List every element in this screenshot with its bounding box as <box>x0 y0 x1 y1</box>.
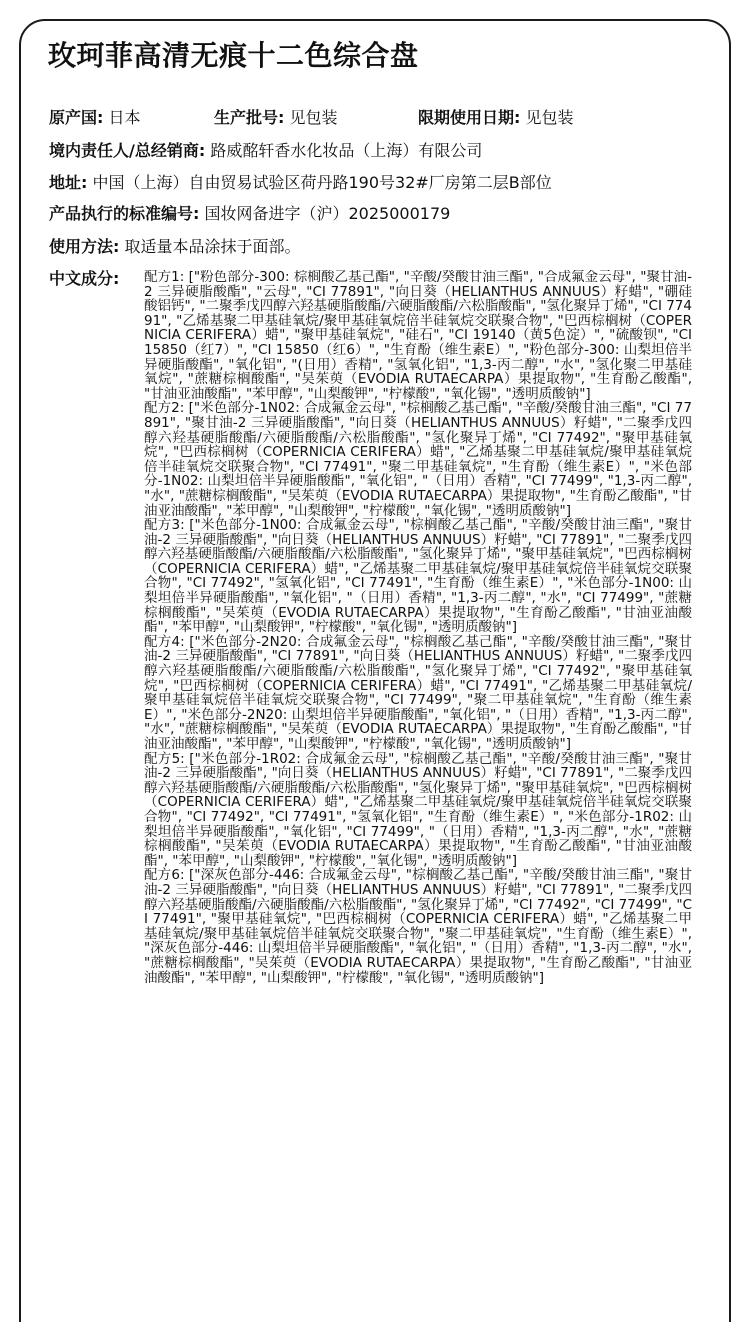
formula-6: 配方6: ["深灰色部分-446: 合成氟金云母", "棕榈酸乙基己酯", "辛酸/癸酸甘油三酯", "聚甘油-2 三异硬脂酸酯", "向日葵（HELIANTHUS ANNUUS）籽蜡", "CI 77891", "二聚季戊四醇六羟基硬脂酸酯/六硬脂酸酯/六松脂酸酯", "氢化聚异丁烯", "CI 77492", "CI 77499", "CI 77491", "聚甲基硅氧烷", "巴西棕榈树（COPERNICIA CERIFERA）蜡", "乙烯基聚二甲基硅氧烷/聚甲基硅氧烷倍半硅氧烷交联聚合物", "聚二甲基硅氧烷", "生育酚（维生素E）", "深灰色部分-446: 山梨坦倍半异硬脂酸酯", "氧化铝", "（日用）香精", "1,3-丙二醇", "水", "蔗糖棕榈酸酯", "吴茱萸（EVODIA RUTAECARPA）果提取物", "生育酚乙酸酯", "甘油亚油酸酯", "苯甲醇", "山梨酸钾", "柠檬酸", "氧化锡", "透明质酸钠"] <box>144 867 692 986</box>
batch-label: 生产批号: <box>214 108 285 127</box>
product-title: 玫珂菲高清无痕十二色综合盘 <box>48 39 419 72</box>
usage-row <box>49 237 301 257</box>
origin-field <box>49 108 141 127</box>
distributor-label: 境内责任人/总经销商: <box>49 141 206 160</box>
address-row <box>49 173 552 193</box>
batch-field <box>214 108 338 128</box>
formula-2: 配方2: ["米色部分-1N02: 合成氟金云母", "棕榈酸乙基己酯", "辛酸/癸酸甘油三酯", "CI 77891", "聚甘油-2 三异硬脂酸酯", "向日葵（HELIANTHUS ANNUUS）籽蜡", "二聚季戊四醇六羟基硬脂酸酯/六硬脂酸酯/六松脂酸酯", "氢化聚异丁烯", "CI 77492", "聚甲基硅氧烷", "巴西棕榈树（COPERNICIA CERIFERA）蜡", "乙烯基聚二甲基硅氧烷/聚甲基硅氧烷倍半硅氧烷交联聚合物", "CI 77491", "聚二甲基硅氧烷", "生育酚（维生素E）", "米色部分-1N02: 山梨坦倍半异硬脂酸酯", "氧化铝", "（日用）香精", "CI 77499", "1,3-丙二醇", "水", "蔗糖棕榈酸酯", "吴茱萸（EVODIA RUTAECARPA）果提取物", "生育酚乙酸酯", "甘油亚油酸酯", "苯甲醇", "山梨酸钾", "柠檬酸", "氧化锡", "透明质酸钠"] <box>144 400 692 519</box>
origin-label: 原产国: <box>49 108 104 127</box>
address-label: 地址: <box>49 173 88 192</box>
formula-4: 配方4: ["米色部分-2N20: 合成氟金云母", "棕榈酸乙基己酯", "辛酸/癸酸甘油三酯", "聚甘油-2 三异硬脂酸酯", "CI 77891", "向日葵（HELIANTHUS ANNUUS）籽蜡", "二聚季戊四醇六羟基硬脂酸酯/六硬脂酸酯/六松脂酸酯", "氢化聚异丁烯", "CI 77492", "聚甲基硅氧烷", "巴西棕榈树（COPERNICIA CERIFERA）蜡", "CI 77491", "乙烯基聚二甲基硅氧烷/聚甲基硅氧烷倍半硅氧烷交联聚合物", "CI 77499", "聚二甲基硅氧烷", "生育酚（维生素E）", "米色部分-2N20: 山梨坦倍半异硬脂酸酯", "氧化铝", "（日用）香精", "1,3-丙二醇", "水", "蔗糖棕榈酸酯", "吴茱萸（EVODIA RUTAECARPA）果提取物", "生育酚乙酸酯", "甘油亚油酸酯", "苯甲醇", "山梨酸钾", "柠檬酸", "氧化锡", "透明质酸钠"] <box>144 633 692 752</box>
standard-value: 国妆网备进字（沪）2025000179 <box>204 204 451 223</box>
usage-label: 使用方法: <box>49 237 120 256</box>
formula-3: 配方3: ["米色部分-1N00: 合成氟金云母", "棕榈酸乙基己酯", "辛酸/癸酸甘油三酯", "聚甘油-2 三异硬脂酸酯", "向日葵（HELIANTHUS ANNUUS）籽蜡", "CI 77891", "二聚季戊四醇六羟基硬脂酸酯/六硬脂酸酯/六松脂酸酯", "氢化聚异丁烯", "聚甲基硅氧烷", "巴西棕榈树（COPERNICIA CERIFERA）蜡", "乙烯基聚二甲基硅氧烷/聚甲基硅氧烷倍半硅氧烷交联聚合物", "CI 77492", "氢氧化铝", "CI 77491", "生育酚（维生素E）", "米色部分-1N00: 山梨坦倍半异硬脂酸酯", "氧化铝", "（日用）香精", "1,3-丙二醇", "水", "CI 77499", "蔗糖棕榈酸酯", "吴茱萸（EVODIA RUTAECARPA）果提取物", "生育酚乙酸酯", "甘油亚油酸酯", "苯甲醇", "山梨酸钾", "柠檬酸", "氧化锡", "透明质酸钠"] <box>144 517 692 636</box>
batch-value: 见包装 <box>289 108 338 127</box>
distributor-row <box>49 141 482 161</box>
address-value: 中国（上海）自由贸易试验区荷丹路190号32#厂房第二层B部位 <box>92 173 552 192</box>
expiry-label: 限期使用日期: <box>418 108 521 127</box>
expiry-value: 见包装 <box>525 108 574 127</box>
formula-5: 配方5: ["米色部分-1R02: 合成氟金云母", "棕榈酸乙基己酯", "辛酸/癸酸甘油三酯", "聚甘油-2 三异硬脂酸酯", "向日葵（HELIANTHUS ANNUUS）籽蜡", "CI 77891", "二聚季戊四醇六羟基硬脂酸酯/六硬脂酸酯/六松脂酸酯", "氢化聚异丁烯", "聚甲基硅氧烷", "巴西棕榈树（COPERNICIA CERIFERA）蜡", "乙烯基聚二甲基硅氧烷/聚甲基硅氧烷倍半硅氧烷交联聚合物", "CI 77492", "CI 77491", "氢氧化铝", "生育酚（维生素E）", "米色部分-1R02: 山梨坦倍半异硬脂酸酯", "氧化铝", "CI 77499", "（日用）香精", "1,3-丙二醇", "水", "蔗糖棕榈酸酯", "吴茱萸（EVODIA RUTAECARPA）果提取物", "生育酚乙酸酯", "甘油亚油酸酯", "苯甲醇", "山梨酸钾", "柠檬酸", "氧化锡", "透明质酸钠"] <box>144 750 692 869</box>
formula-1: 配方1: ["粉色部分-300: 棕榈酸乙基己酯", "辛酸/癸酸甘油三酯", "合成氟金云母", "聚甘油-2 三异硬脂酸酯", "云母", "CI 77891", "向日葵（HELIANTHUS ANNUUS）籽蜡", "硼硅酸铝钙", "二聚季戊四醇六羟基硬脂酸酯/六硬脂酸酯/六松脂酸酯", "氢化聚异丁烯", "CI 77491", "乙烯基聚二甲基硅氧烷/聚甲基硅氧烷倍半硅氧烷交联聚合物", "巴西棕榈树（COPERNICIA CERIFERA）蜡", "聚甲基硅氧烷", "硅石", "CI 19140（黄5色淀）", "硫酸钡", "CI 15850（红7）", "CI 15850（红6）", "生育酚（维生素E）", "粉色部分-300: 山梨坦倍半异硬脂酸酯", "氧化铝", "(日用）香精", "氢氧化铝", "1,3-丙二醇", "水", "氢化聚二甲基硅氧烷", "蔗糖棕榈酸酯", "吴茱萸（EVODIA RUTAECARPA）果提取物", "生育酚乙酸酯", "甘油亚油酸酯", "苯甲醇", "山梨酸钾", "柠檬酸", "氧化锡", "透明质酸钠"] <box>144 270 692 402</box>
origin-value: 日本 <box>108 108 141 127</box>
standard-label: 产品执行的标准编号: <box>49 204 200 223</box>
usage-value: 取适量本品涂抹于面部。 <box>124 237 301 256</box>
distributor-value: 路威酩轩香水化妆品（上海）有限公司 <box>210 141 483 160</box>
ingredients-list <box>144 270 692 1322</box>
origin-batch-expiry-row <box>49 108 574 128</box>
ingredients-label: 中文成分: <box>49 269 120 288</box>
standard-row <box>49 204 450 224</box>
expiry-field <box>418 108 574 128</box>
